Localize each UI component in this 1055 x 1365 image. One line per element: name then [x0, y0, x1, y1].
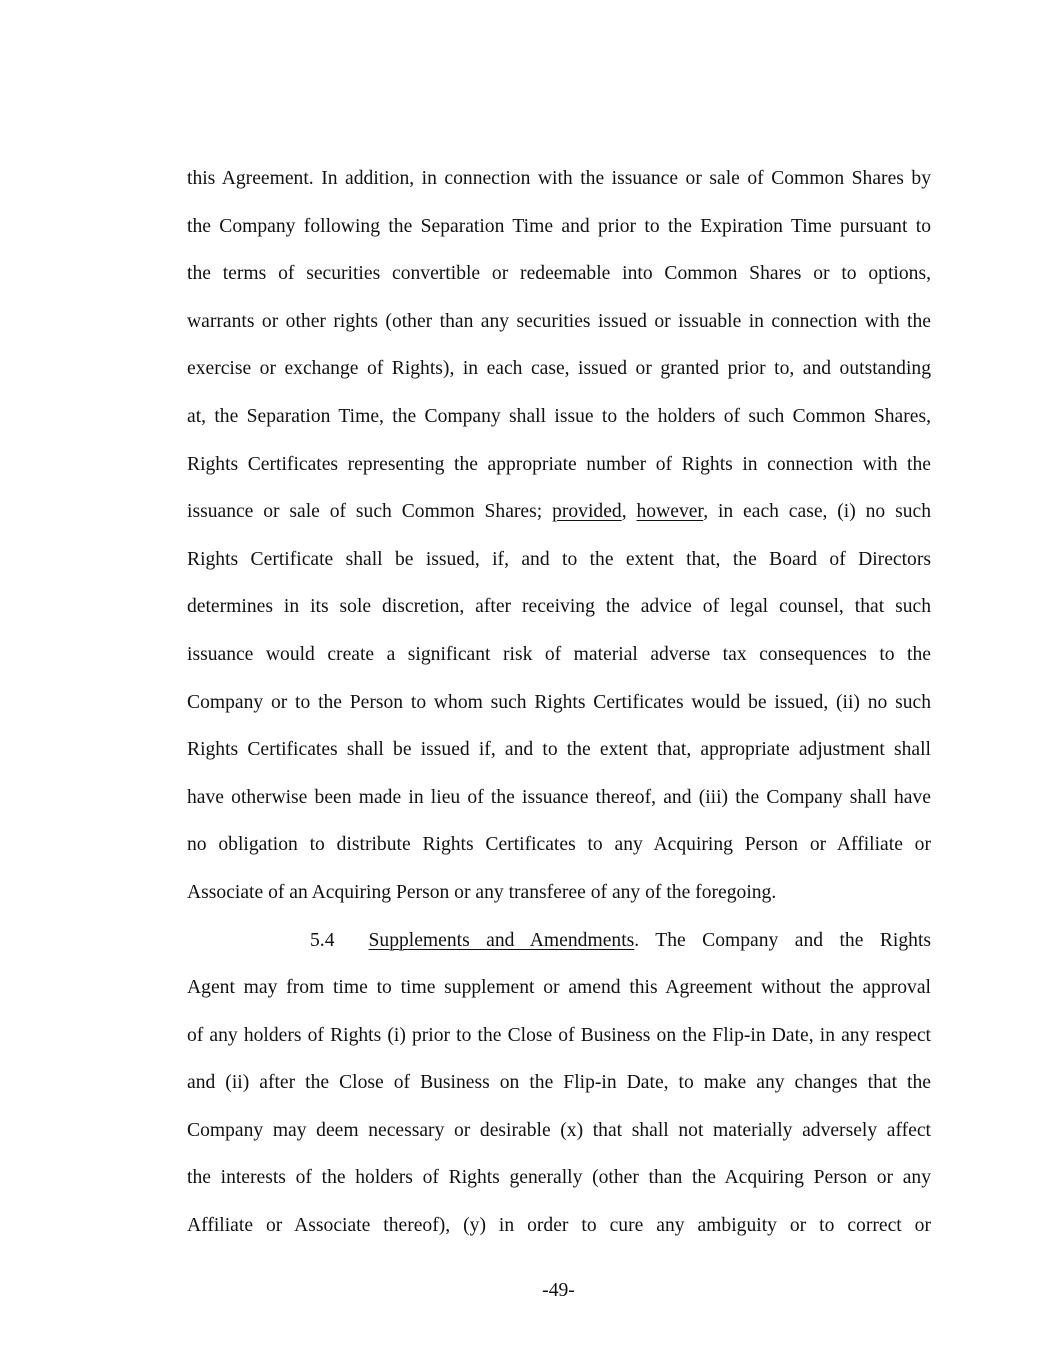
text-line: Rights Certificates shall be issued if, and to the extent that, appropriate adjustment shall: [187, 739, 931, 761]
section-heading: Supplements and Amendments: [368, 929, 635, 951]
text-line: Rights Certificates representing the appropriate number of Rights in connection with the: [187, 453, 931, 475]
text-line: Affiliate or Associate thereof), (y) in order to cure any ambiguity or to correct or: [187, 1215, 931, 1237]
text-line: this Agreement. In addition, in connection with the issuance or sale of Common Shares by: [187, 168, 931, 189]
text-line: at, the Separation Time, the Company shall issue to the holders of such Common Shares,: [187, 405, 931, 427]
text-segment: The Company and the Rights: [655, 929, 932, 951]
text-line: and (ii) after the Close of Business on the Flip-in Date, to make any changes that the: [187, 1072, 931, 1094]
text-line: Associate of an Acquiring Person or any transferee of any of the foregoing.: [187, 881, 777, 903]
text-line: the interests of the holders of Rights generally (other than the Acquiring Person or any: [187, 1167, 931, 1189]
text-line: Rights Certificate shall be issued, if, and to the extent that, the Board of Directors: [187, 548, 931, 570]
text-segment: issuance or sale of such Common Shares;: [187, 501, 543, 523]
text-segment: , in each case, (i) no such: [703, 501, 931, 523]
text-line: Company or to the Person to whom such Rights Certificates would be issued, (ii) no such: [187, 691, 931, 713]
text-line-provided-however: [187, 488, 931, 536]
text-line: Agent may from time to time supplement or amend this Agreement without the approval: [187, 977, 931, 999]
text-line: of any holders of Rights (i) prior to the Close of Business on the Flip-in Date, in any respect: [187, 1024, 931, 1046]
text-line: Company may deem necessary or desirable (x) that shall not materially adversely affect: [187, 1119, 931, 1141]
text-line: warrants or other rights (other than any securities issued or issuable in connection with the: [187, 310, 931, 332]
text-line: no obligation to distribute Rights Certificates to any Acquiring Person or Affiliate or: [187, 834, 931, 856]
comma: ,: [621, 501, 627, 523]
body-text: [187, 155, 931, 1250]
text-line: exercise or exchange of Rights), in each case, issued or granted prior to, and outstanding: [187, 358, 931, 380]
heading-period: .: [634, 929, 640, 951]
however-term: however: [636, 501, 704, 523]
text-line: determines in its sole discretion, after receiving the advice of legal counsel, that such: [187, 596, 931, 618]
text-line: the Company following the Separation Time and prior to the Expiration Time pursuant to: [187, 215, 931, 237]
text-line: the terms of securities convertible or redeemable into Common Shares or to options,: [187, 263, 931, 285]
provided-term: provided: [552, 501, 622, 523]
section-heading-line: [187, 917, 931, 965]
text-line: have otherwise been made in lieu of the issuance thereof, and (iii) the Company shall have: [187, 786, 931, 808]
text-line: issuance would create a significant risk of material adverse tax consequences to the: [187, 643, 931, 665]
page-number: -49-: [542, 1280, 575, 1301]
section-number: 5.4: [310, 929, 335, 951]
